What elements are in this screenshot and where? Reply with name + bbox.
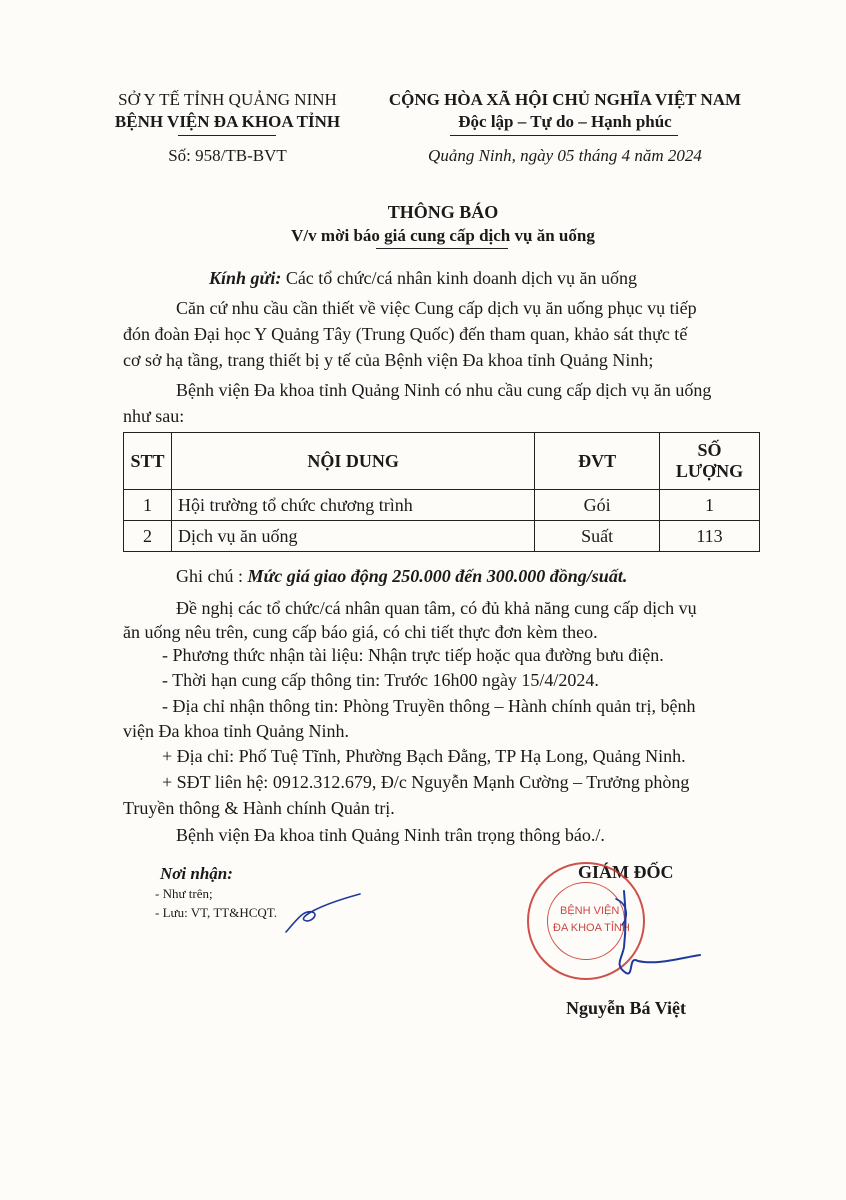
request-line1: Đề nghị các tổ chức/cá nhân quan tâm, có đủ khả năng cung cấp dịch vụ: [176, 598, 697, 618]
row-unit: Gói: [535, 490, 660, 521]
para2-line2: như sau:: [123, 406, 185, 426]
stamp-text-line1: BỆNH VIỆN: [560, 905, 620, 917]
org-parent: SỞ Y TẾ TỈNH QUẢNG NINH: [118, 90, 337, 109]
row-content: Dịch vụ ăn uống: [171, 521, 534, 552]
para2-line1: Bệnh viện Đa khoa tỉnh Quảng Ninh có nhu cầu cung cấp dịch vụ ăn uống: [176, 380, 712, 400]
doc-number: Số: 958/TB-BVT: [168, 146, 287, 165]
note-line: [176, 566, 627, 587]
recipients-item: - Lưu: VT, TT&HCQT.: [155, 905, 277, 920]
signer-name: Nguyễn Bá Việt: [566, 998, 687, 1018]
row-content: Hội trường tổ chức chương trình: [171, 490, 534, 521]
col-content: NỘI DUNG: [171, 433, 534, 490]
country-name: CỘNG HÒA XÃ HỘI CHỦ NGHĨA VIỆT NAM: [388, 90, 742, 109]
director-signature: [596, 885, 706, 995]
address-line1: - Địa chỉ nhận thông tin: Phòng Truyền thông – Hành chính quản trị, bệnh: [162, 696, 696, 716]
street-line: + Địa chỉ: Phố Tuệ Tĩnh, Phường Bạch Đằng, TP Hạ Long, Quảng Ninh.: [162, 746, 686, 766]
signer-role: GIÁM ĐỐC: [578, 862, 674, 882]
phone-line2: Truyền thông & Hành chính Quản trị.: [123, 798, 395, 818]
row-qty: 113: [660, 521, 760, 552]
para1-line3: cơ sở hạ tầng, trang thiết bị y tế của Bệnh viện Đa khoa tỉnh Quảng Ninh;: [123, 350, 654, 370]
table-header-row: [124, 433, 760, 490]
closing-line: Bệnh viện Đa khoa tỉnh Quảng Ninh trân trọng thông báo./.: [176, 825, 605, 845]
table-row: [124, 490, 760, 521]
items-table: [123, 432, 760, 552]
stamp-text-line2: ĐA KHOA TỈNH: [553, 922, 630, 934]
address-line2: viện Đa khoa tỉnh Quảng Ninh.: [123, 721, 349, 741]
org-underline: [178, 135, 276, 136]
table-row: [124, 521, 760, 552]
doc-title: THÔNG BÁO: [387, 202, 499, 222]
deadline-line: - Thời hạn cung cấp thông tin: Trước 16h00 ngày 15/4/2024.: [162, 670, 599, 690]
row-qty: 1: [660, 490, 760, 521]
recipients-title: Nơi nhận:: [160, 864, 233, 883]
row-unit: Suất: [535, 521, 660, 552]
recipient-value: Các tổ chức/cá nhân kinh doanh dịch vụ ăn uống: [281, 268, 637, 288]
col-qty-line1: SỐ: [697, 440, 722, 460]
para1-line1: Căn cứ nhu cầu cần thiết về việc Cung cấp dịch vụ ăn uống phục vụ tiếp: [176, 298, 697, 318]
row-stt: 2: [124, 521, 172, 552]
phone-line1: + SĐT liên hệ: 0912.312.679, Đ/c Nguyễn Mạnh Cường – Trưởng phòng: [162, 772, 690, 792]
method-line: - Phương thức nhận tài liệu: Nhận trực tiếp hoặc qua đường bưu điện.: [162, 645, 664, 665]
initial-signature: [282, 890, 364, 935]
recipient-line: [209, 268, 637, 289]
para1-line2: đón đoàn Đại học Y Quảng Tây (Trung Quốc) đến tham quan, khảo sát thực tế: [123, 324, 688, 344]
org-name: BỆNH VIỆN ĐA KHOA TỈNH: [114, 112, 341, 131]
subject-underline: [376, 248, 508, 249]
note-value: Mức giá giao động 250.000 đến 300.000 đồng/suất.: [247, 566, 628, 586]
col-qty-line2: LƯỢNG: [675, 461, 744, 481]
request-line2: ăn uống nêu trên, cung cấp báo giá, có chi tiết thực đơn kèm theo.: [123, 622, 598, 642]
motto-underline: [450, 135, 678, 136]
place-date: Quảng Ninh, ngày 05 tháng 4 năm 2024: [428, 146, 702, 165]
doc-subject: V/v mời báo giá cung cấp dịch vụ ăn uống: [291, 226, 595, 245]
col-stt: STT: [124, 433, 172, 490]
col-qty: [660, 433, 760, 490]
recipient-label: Kính gửi:: [209, 268, 282, 288]
motto: Độc lập – Tự do – Hạnh phúc: [458, 112, 672, 131]
recipients-item: - Như trên;: [155, 886, 213, 901]
row-stt: 1: [124, 490, 172, 521]
col-unit: ĐVT: [535, 433, 660, 490]
note-label: Ghi chú :: [176, 566, 248, 586]
